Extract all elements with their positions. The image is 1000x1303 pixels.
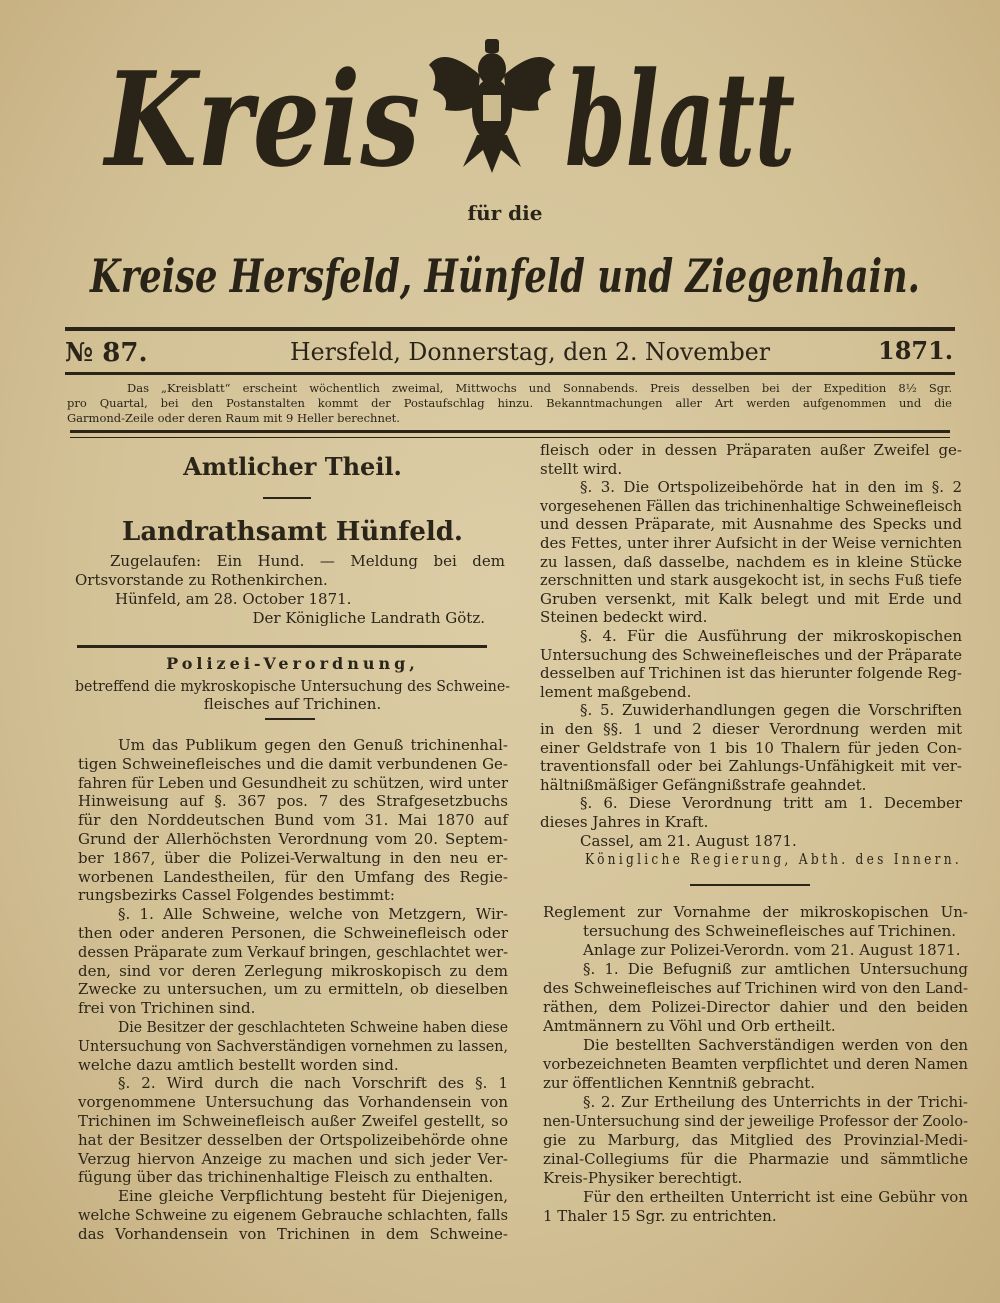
text-line: Für den ertheilten Unterricht ist eine Gebühr von: [583, 1188, 968, 1206]
text-line: Königliche Regierung, Abth. des Innern.: [585, 850, 962, 869]
text-line: welche dazu amtlich bestellt worden sind.: [78, 1055, 399, 1074]
text-line: das Vorhandensein von Trichinen in dem Schweine-: [78, 1224, 508, 1243]
text-line: fleisch oder in dessen Präparaten außer Zweifel ge-: [540, 441, 962, 459]
text-line: für den Norddeutschen Bund vom 31. Mai 1870 auf: [78, 811, 508, 830]
text-line: Garmond-Zeile oder deren Raum mit 9 Heller berechnet.: [67, 411, 400, 425]
text-line: gie zu Marburg, das Mitglied des Provinzial-Medi-: [543, 1131, 968, 1149]
text-line: traventionsfall oder bei Zahlungs-Unfähigkeit mit ver-: [540, 757, 962, 776]
text-line: §. 2. Wird durch die nach Vorschrift des §. 1: [118, 1074, 508, 1093]
text-line: Untersuchung des Schweinefleisches und der Präparate: [540, 645, 963, 664]
text-line: vorgesehenen Fällen das trichinenhaltige Schweinefleisch: [540, 496, 962, 515]
header-rule-top: [65, 327, 955, 331]
text-line: pro Quartal, bei den Postanstalten kommt der Postaufschlag hinzu. Bekanntmachungen aller Art werden aufgenommen und die: [67, 396, 952, 410]
text-line: Untersuchung von Sachverständigen vornehmen zu lassen,: [78, 1036, 508, 1055]
masthead-title-left: Kreis: [105, 43, 420, 196]
text-line: §. 1. Die Befugniß zur amtlichen Untersuchung: [583, 960, 968, 978]
text-line: Grund der Allerhöchsten Verordnung vom 20. Septem-: [78, 830, 508, 848]
text-line: den, sind vor deren Zerlegung mikroskopisch zu dem: [78, 961, 508, 980]
text-line: Die bestellten Sachverständigen werden von den: [583, 1036, 968, 1054]
ordinance-title: Polizei-Verordnung,: [166, 654, 419, 673]
text-line: worbenen Landestheilen, für den Umfang des Regie-: [78, 867, 508, 886]
text-line: Hünfeld, am 28. October 1871.: [115, 590, 352, 608]
text-line: then oder anderen Personen, die Schweinefleisch oder: [78, 924, 508, 942]
office-title: Landrathsamt Hünfeld.: [122, 517, 463, 547]
short-rule: [265, 718, 315, 720]
text-line: frei von Trichinen sind.: [78, 999, 256, 1018]
text-line: zur öffentlichen Kenntniß gebracht.: [543, 1074, 816, 1092]
text-line: rungsbezirks Cassel Folgendes bestimmt:: [78, 886, 395, 905]
text-line: zerschnitten und stark ausgekocht ist, in sechs Fuß tiefe: [540, 571, 962, 590]
text-line: des Schweinefleisches auf Trichinen wird von den Land-: [543, 979, 969, 997]
text-line: Der Königliche Landrath Götz.: [252, 609, 485, 627]
issue-year: 1871.: [878, 336, 954, 365]
text-line: §. 5. Zuwiderhandlungen gegen die Vorschriften: [580, 701, 962, 720]
text-line: §. 4. Für die Ausführung der mikroskopischen: [580, 627, 962, 645]
short-rule: [263, 497, 311, 499]
text-line: betreffend die mykroskopische Untersuchung des Schweine-: [75, 677, 511, 695]
text-line: §. 1. Alle Schweine, welche von Metzgern, Wir-: [118, 905, 508, 924]
text-line: Kreis-Physiker berechtigt.: [543, 1169, 743, 1187]
text-line: vorbezeichneten Beamten verpflichtet und deren Namen: [543, 1055, 969, 1073]
masthead-title-right: blatt: [565, 43, 796, 196]
text-line: Trichinen im Schweinefleisch außer Zweifel gestellt, so: [78, 1112, 508, 1130]
text-line: ber 1867, über die Polizei-Verwaltung in den neu er-: [78, 848, 508, 867]
masthead-subtitle: Kreise Hersfeld, Hünfeld und Ziegenhain.: [90, 249, 920, 303]
text-line: fahren für Leben und Gesundheit zu schützen, wird unter: [78, 773, 508, 792]
text-line: Ortsvorstande zu Rothenkirchen.: [75, 571, 328, 589]
text-line: fügung über das trichinenhaltige Fleisch zu enthalten.: [78, 1168, 494, 1187]
text-line: Um das Publikum gegen den Genuß trichinenhal-: [118, 736, 508, 754]
text-line: räthen, dem Polizei-Director dahier und den beiden: [543, 998, 968, 1016]
text-line: zu lassen, daß dasselbe, nachdem es in kleine Stücke: [540, 552, 962, 571]
text-line: zinal-Collegiums für die Pharmazie und sämmtliche: [543, 1150, 968, 1168]
text-line: fleisches auf Trichinen.: [203, 695, 382, 713]
text-line: Anlage zur Polizei-Verordn. vom 21. August 1871.: [583, 941, 961, 959]
prussian-eagle-icon: [425, 35, 560, 175]
text-line: dieses Jahres in Kraft.: [540, 813, 709, 831]
text-line: Cassel, am 21. August 1871.: [580, 831, 797, 850]
text-line: desselben auf Trichinen ist das hierunter folgende Reg-: [540, 664, 962, 683]
text-line: in den §§. 1 und 2 dieser Verordnung werden mit: [540, 720, 962, 738]
header-rule-middle: [65, 372, 955, 375]
text-line: Steinen bedeckt wird.: [540, 608, 708, 627]
text-line: tersuchung des Schweinefleisches auf Trichinen.: [583, 922, 957, 940]
text-line: einer Geldstrafe von 1 bis 10 Thalern für jeden Con-: [540, 738, 962, 757]
issue-number: № 87.: [65, 338, 148, 368]
text-line: Zwecke zu untersuchen, um zu ermitteln, ob dieselben: [78, 980, 508, 999]
text-line: stellt wird.: [540, 459, 623, 478]
text-line: Amtmännern zu Vöhl und Orb ertheilt.: [543, 1017, 836, 1035]
text-line: dessen Präparate zum Verkauf bringen, geschlachtet wer-: [78, 942, 509, 961]
masthead-subtitle-small: für die: [467, 201, 543, 225]
text-line: §. 2. Zur Ertheilung des Unterrichts in der Trichi-: [583, 1093, 968, 1111]
text-line: und dessen Präparate, mit Ausnahme des Specks und: [540, 515, 962, 534]
text-line: welche Schweine zu eigenem Gebrauche schlachten, falls: [78, 1206, 508, 1224]
text-line: vorgenommene Untersuchung das Vorhandensein von: [78, 1093, 508, 1112]
rule-before-ordinance: [77, 645, 487, 648]
text-line: lement maßgebend.: [540, 682, 692, 701]
text-line: nen-Untersuchung sind der jeweilige Professor der Zoolo-: [543, 1112, 969, 1130]
text-line: §. 3. Die Ortspolizeibehörde hat in den im §. 2: [580, 478, 962, 497]
section-title: Amtlicher Theil.: [183, 452, 402, 481]
text-line: 1 Thaler 15 Sgr. zu entrichten.: [543, 1207, 777, 1225]
text-line: Zugelaufen: Ein Hund. — Meldung bei dem: [110, 552, 505, 570]
text-line: Gruben versenkt, mit Kalk belegt und mit Erde und: [540, 589, 962, 608]
header-rule-bottom-thin: [70, 437, 950, 438]
text-line: Die Besitzer der geschlachteten Schweine haben diese: [118, 1018, 509, 1036]
text-line: hat der Besitzer desselben der Ortspolizeibehörde ohne: [78, 1130, 508, 1149]
text-line: tigen Schweinefleisches und die damit verbundenen Ge-: [78, 754, 508, 773]
text-line: Eine gleiche Verpflichtung besteht für Diejenigen,: [118, 1187, 508, 1206]
text-line: §. 6. Diese Verordnung tritt am 1. December: [580, 794, 962, 813]
text-line: hältnißmäßiger Gefängnißstrafe geahndet.: [540, 775, 867, 794]
text-line: Hinweisung auf §. 367 pos. 7 des Strafgesetzbuchs: [78, 792, 508, 811]
short-rule: [690, 884, 810, 886]
text-line: des Fettes, unter ihrer Aufsicht in der Weise vernichten: [540, 534, 963, 552]
text-line: Reglement zur Vornahme der mikroskopischen Un-: [543, 903, 968, 921]
header-rule-bottom: [70, 430, 950, 433]
issue-place-date: Hersfeld, Donnerstag, den 2. November: [290, 338, 771, 366]
text-line: Verzug hiervon Anzeige zu machen und sich jeder Ver-: [78, 1149, 508, 1168]
text-line: Das „Kreisblatt“ erscheint wöchentlich zweimal, Mittwochs und Sonnabends. Preis desselben bei der Expedition 8½ Sgr.: [127, 381, 952, 395]
